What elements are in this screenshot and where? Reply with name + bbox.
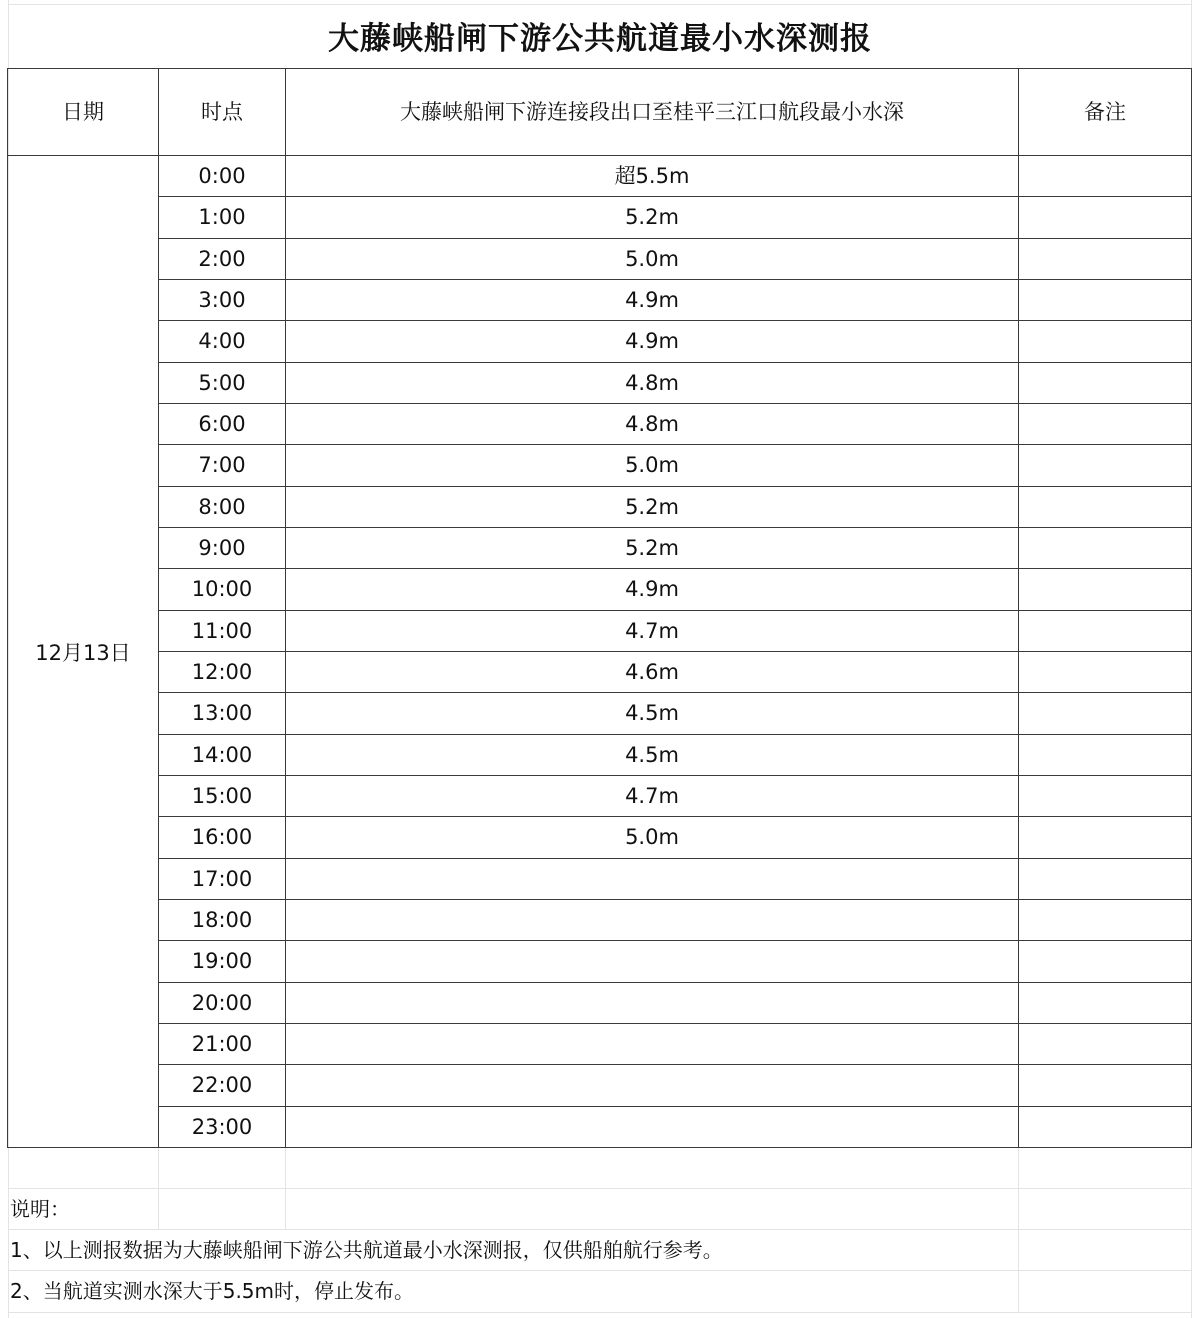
remark-cell	[1019, 363, 1191, 404]
gridline	[8, 1312, 1192, 1313]
time-cell: 5:00	[198, 371, 246, 395]
depth-cell	[286, 1107, 1018, 1148]
table-border-right	[1191, 68, 1192, 1148]
depth-cell: 4.6m	[625, 660, 679, 684]
remark-cell	[1019, 280, 1191, 321]
depth-cell: 4.5m	[625, 701, 679, 725]
time-cell: 12:00	[191, 660, 253, 684]
time-cell: 15:00	[191, 784, 253, 808]
gridline	[285, 1148, 286, 1230]
time-cell: 13:00	[191, 701, 253, 725]
depth-cell	[286, 983, 1018, 1024]
depth-cell	[286, 859, 1018, 900]
depth-cell: 5.2m	[625, 536, 679, 560]
header-depth: 大藤峡船闸下游连接段出口至桂平三江口航段最小水深	[400, 100, 904, 124]
time-cell: 8:00	[198, 495, 246, 519]
depth-cell: 4.7m	[625, 619, 679, 643]
date-cell: 12月13日	[35, 641, 131, 665]
remark-cell	[1019, 859, 1191, 900]
depth-cell	[286, 1024, 1018, 1065]
remark-cell	[1019, 817, 1191, 858]
depth-cell: 4.9m	[625, 577, 679, 601]
header-time: 时点	[201, 100, 243, 124]
time-cell: 17:00	[191, 867, 253, 891]
depth-cell: 4.5m	[625, 743, 679, 767]
time-cell: 11:00	[191, 619, 253, 643]
time-cell: 19:00	[191, 949, 253, 973]
remark-cell	[1019, 569, 1191, 610]
time-cell: 4:00	[198, 329, 246, 353]
depth-cell: 5.0m	[625, 453, 679, 477]
gridline	[1018, 1148, 1019, 1312]
depth-cell: 5.0m	[625, 825, 679, 849]
remark-cell	[1019, 156, 1191, 197]
depth-cell: 4.7m	[625, 784, 679, 808]
gridline	[158, 1148, 159, 1230]
time-cell: 3:00	[198, 288, 246, 312]
remark-cell	[1019, 239, 1191, 280]
depth-cell: 5.2m	[625, 205, 679, 229]
notes-line-1: 1、以上测报数据为大藤峡船闸下游公共航道最小水深测报，仅供船舶航行参考。	[10, 1238, 723, 1262]
notes-line-2: 2、当航道实测水深大于5.5m时，停止发布。	[10, 1279, 415, 1303]
gridline	[8, 1188, 1192, 1189]
time-cell: 9:00	[198, 536, 246, 560]
time-cell: 23:00	[191, 1115, 253, 1139]
remark-cell	[1019, 900, 1191, 941]
remark-cell	[1019, 1065, 1191, 1106]
time-cell: 18:00	[191, 908, 253, 932]
remark-cell	[1019, 528, 1191, 569]
report-title: 大藤峡船闸下游公共航道最小水深测报	[328, 21, 872, 57]
depth-cell: 4.8m	[625, 412, 679, 436]
depth-cell	[286, 1065, 1018, 1106]
time-cell: 14:00	[191, 743, 253, 767]
remark-cell	[1019, 404, 1191, 445]
time-cell: 2:00	[198, 247, 246, 271]
depth-cell: 4.9m	[625, 288, 679, 312]
depth-cell: 4.9m	[625, 329, 679, 353]
remark-cell	[1019, 611, 1191, 652]
remark-cell	[1019, 1024, 1191, 1065]
time-cell: 0:00	[198, 164, 246, 188]
remark-cell	[1019, 1107, 1191, 1148]
time-cell: 16:00	[191, 825, 253, 849]
remark-cell	[1019, 735, 1191, 776]
depth-cell	[286, 941, 1018, 982]
time-cell: 7:00	[198, 453, 246, 477]
time-cell: 6:00	[198, 412, 246, 436]
remark-cell	[1019, 487, 1191, 528]
depth-cell: 5.0m	[625, 247, 679, 271]
remark-cell	[1019, 321, 1191, 362]
time-cell: 20:00	[191, 991, 253, 1015]
remark-cell	[1019, 652, 1191, 693]
header-date: 日期	[62, 100, 104, 124]
gridline	[8, 4, 1192, 5]
remark-cell	[1019, 445, 1191, 486]
depth-cell: 4.8m	[625, 371, 679, 395]
time-cell: 22:00	[191, 1073, 253, 1097]
remark-cell	[1019, 776, 1191, 817]
time-cell: 10:00	[191, 577, 253, 601]
depth-cell: 5.2m	[625, 495, 679, 519]
notes-heading: 说明：	[10, 1197, 70, 1221]
header-remark: 备注	[1084, 100, 1126, 124]
remark-cell	[1019, 197, 1191, 238]
depth-cell: 超5.5m	[614, 164, 690, 188]
remark-cell	[1019, 941, 1191, 982]
remark-cell	[1019, 983, 1191, 1024]
depth-cell	[286, 900, 1018, 941]
time-cell: 1:00	[198, 205, 246, 229]
remark-cell	[1019, 693, 1191, 734]
time-cell: 21:00	[191, 1032, 253, 1056]
